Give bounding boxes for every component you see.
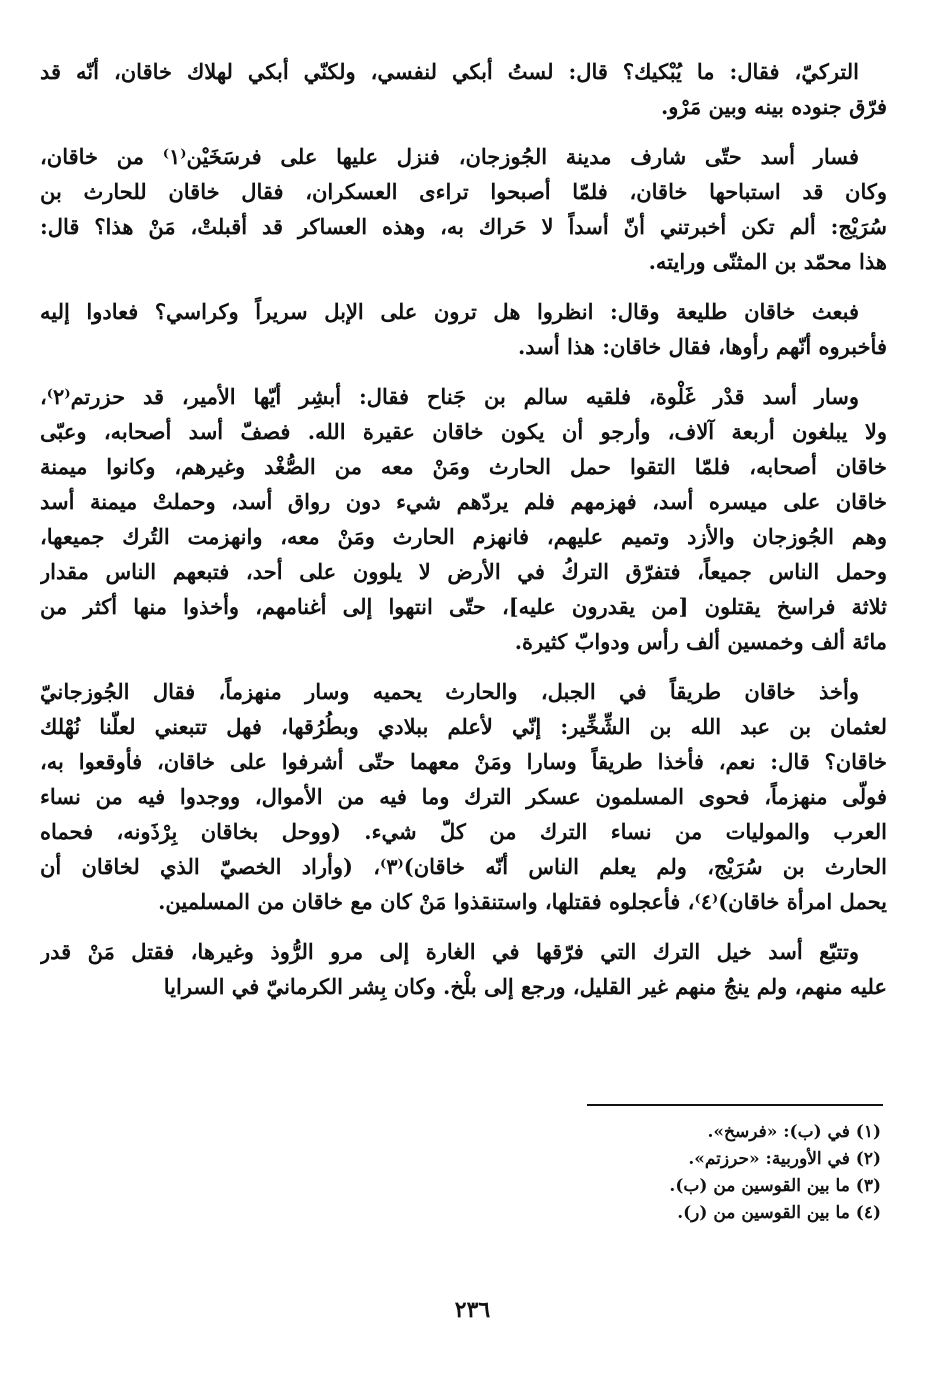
paragraph [40, 54, 887, 124]
footnote: (٣) ما بين القوسين من (ب). [669, 1176, 881, 1196]
text-line: هذا محمّد بن المثنّى ورايته. [648, 249, 887, 274]
footnote: (٢) في الأوربية: «حرزتم». [688, 1149, 881, 1169]
text-line: عليه منهم، ولم ينجُ منهم غير القليل، ورجع إلى بلْخ. وكان بِشر الكرمانيّ في السرايا [163, 974, 887, 999]
text-line: خاقان أصحابه، فلمّا التقوا حمل الحارث ومَنْ معه من الصُّغْد وغيرهم، وكانوا ميمنة [40, 454, 887, 479]
paragraph [40, 934, 887, 1004]
footnote-divider [587, 1104, 883, 1106]
text-line: وأخذ خاقان طريقاً في الجبل، والحارث يحميه وسار منهزماً، فقال الجُوزجانيّ [40, 679, 859, 704]
text-line: فبعث خاقان طليعة وقال: انظروا هل ترون على الإبل سريراً وكراسي؟ فعادوا إليه [40, 299, 859, 324]
page-number: ٢٣٦ [454, 1297, 491, 1323]
paragraph [40, 294, 887, 364]
text-line: فولّى منهزماً، فحوى المسلمون عسكر الترك وما فيه من الأموال، ووجدوا فيه من نساء [40, 784, 887, 809]
text-line: لعثمان بن عبد الله بن الشِّخِّير: إنّي لأعلم ببلادي وبطُرُقها، فهل تتبعني لعلّنا نُهْلك [40, 714, 887, 739]
text-line: وتتبّع أسد خيل الترك التي فرّقها في الغارة إلى مرو الرُّوذ وغيرها، فقتل مَنْ قدر [40, 939, 859, 964]
main-text [40, 54, 887, 1019]
text-line: التركيّ، فقال: ما يُبْكيك؟ قال: لستُ أبكي لنفسي، ولكنّي أبكي لهلاك خاقان، أنّه قد [40, 59, 859, 84]
text-line: فسار أسد حتّى شارف مدينة الجُوزجان، فنزل عليها على فرسَخَيْن⁽١⁾ من خاقان، [40, 144, 859, 169]
text-line: خاقان؟ قال: نعم، فأخذا طريقاً وسارا ومَنْ معهما حتّى أشرفوا على خاقان، فأوقعوا به، [40, 749, 887, 774]
text-line: مائة ألف وخمسين ألف رأس ودوابّ كثيرة. [514, 629, 887, 654]
text-line: العرب والموليات من نساء الترك من كلّ شيء. (ووحل بخاقان بِرْذَونه، فحماه [40, 819, 887, 844]
text-line: سُرَيْج: ألم تكن أخبرتني أنّ أسداً لا حَراك به، وهذه العساكر قد أقبلتْ، مَنْ هذا؟ قال: [40, 214, 887, 239]
paragraph [40, 379, 887, 659]
text-line: وكان قد استباحها خاقان، فلمّا أصبحوا تراءى العسكران، فقال خاقان للحارث بن [40, 179, 887, 204]
text-line: فرّق جنوده بينه وبين مَرْو. [660, 94, 887, 119]
text-line: فأخبروه أنّهم رأوها، فقال خاقان: هذا أسد. [517, 334, 887, 359]
paragraph [40, 674, 887, 919]
text-line: يحمل امرأة خاقان)⁽٤⁾، فأعجلوه فقتلها، واستنقذوا مَنْ كان مع خاقان من المسلمين. [158, 889, 887, 914]
text-line: الحارث بن سُرَيْج، ولم يعلم الناس أنّه خاقان)⁽٣⁾، (وأراد الخصيّ الذي لخاقان أن [40, 854, 887, 879]
text-line: وهم الجُوزجان والأزد وتميم عليهم، فانهزم الحارث ومَنْ معه، وانهزمت التُرك جميعها، [40, 524, 887, 549]
text-line: خاقان على ميسره أسد، فهزمهم فلم يردّهم شيء دون رواق أسد، وحملتْ ميمنة أسد [40, 489, 887, 514]
text-line: وحمل الناس جميعاً، فتفرّق التركُ في الأرض لا يلوون على أحد، فتبعهم الناس مقدار [40, 559, 887, 584]
text-line: وسار أسد قدْر غَلْوة، فلقيه سالم بن جَناح فقال: أبشِر أيّها الأمير، قد حزرتم⁽٢⁾، [40, 384, 859, 409]
text-line: ثلاثة فراسخ يقتلون [من يقدرون عليه]، حتّى انتهوا إلى أغنامهم، وأخذوا منها أكثر من [40, 594, 887, 619]
footnote: (٤) ما بين القوسين من (ر). [677, 1203, 881, 1223]
text-line: ولا يبلغون أربعة آلاف، وأرجو أن يكون خاقان عقيرة الله. فصفّ أسد أصحابه، وعبّى [40, 419, 887, 444]
footnotes [381, 1119, 881, 1227]
paragraph [40, 139, 887, 279]
footnote: (١) في (ب): «فرسخ». [707, 1122, 881, 1142]
